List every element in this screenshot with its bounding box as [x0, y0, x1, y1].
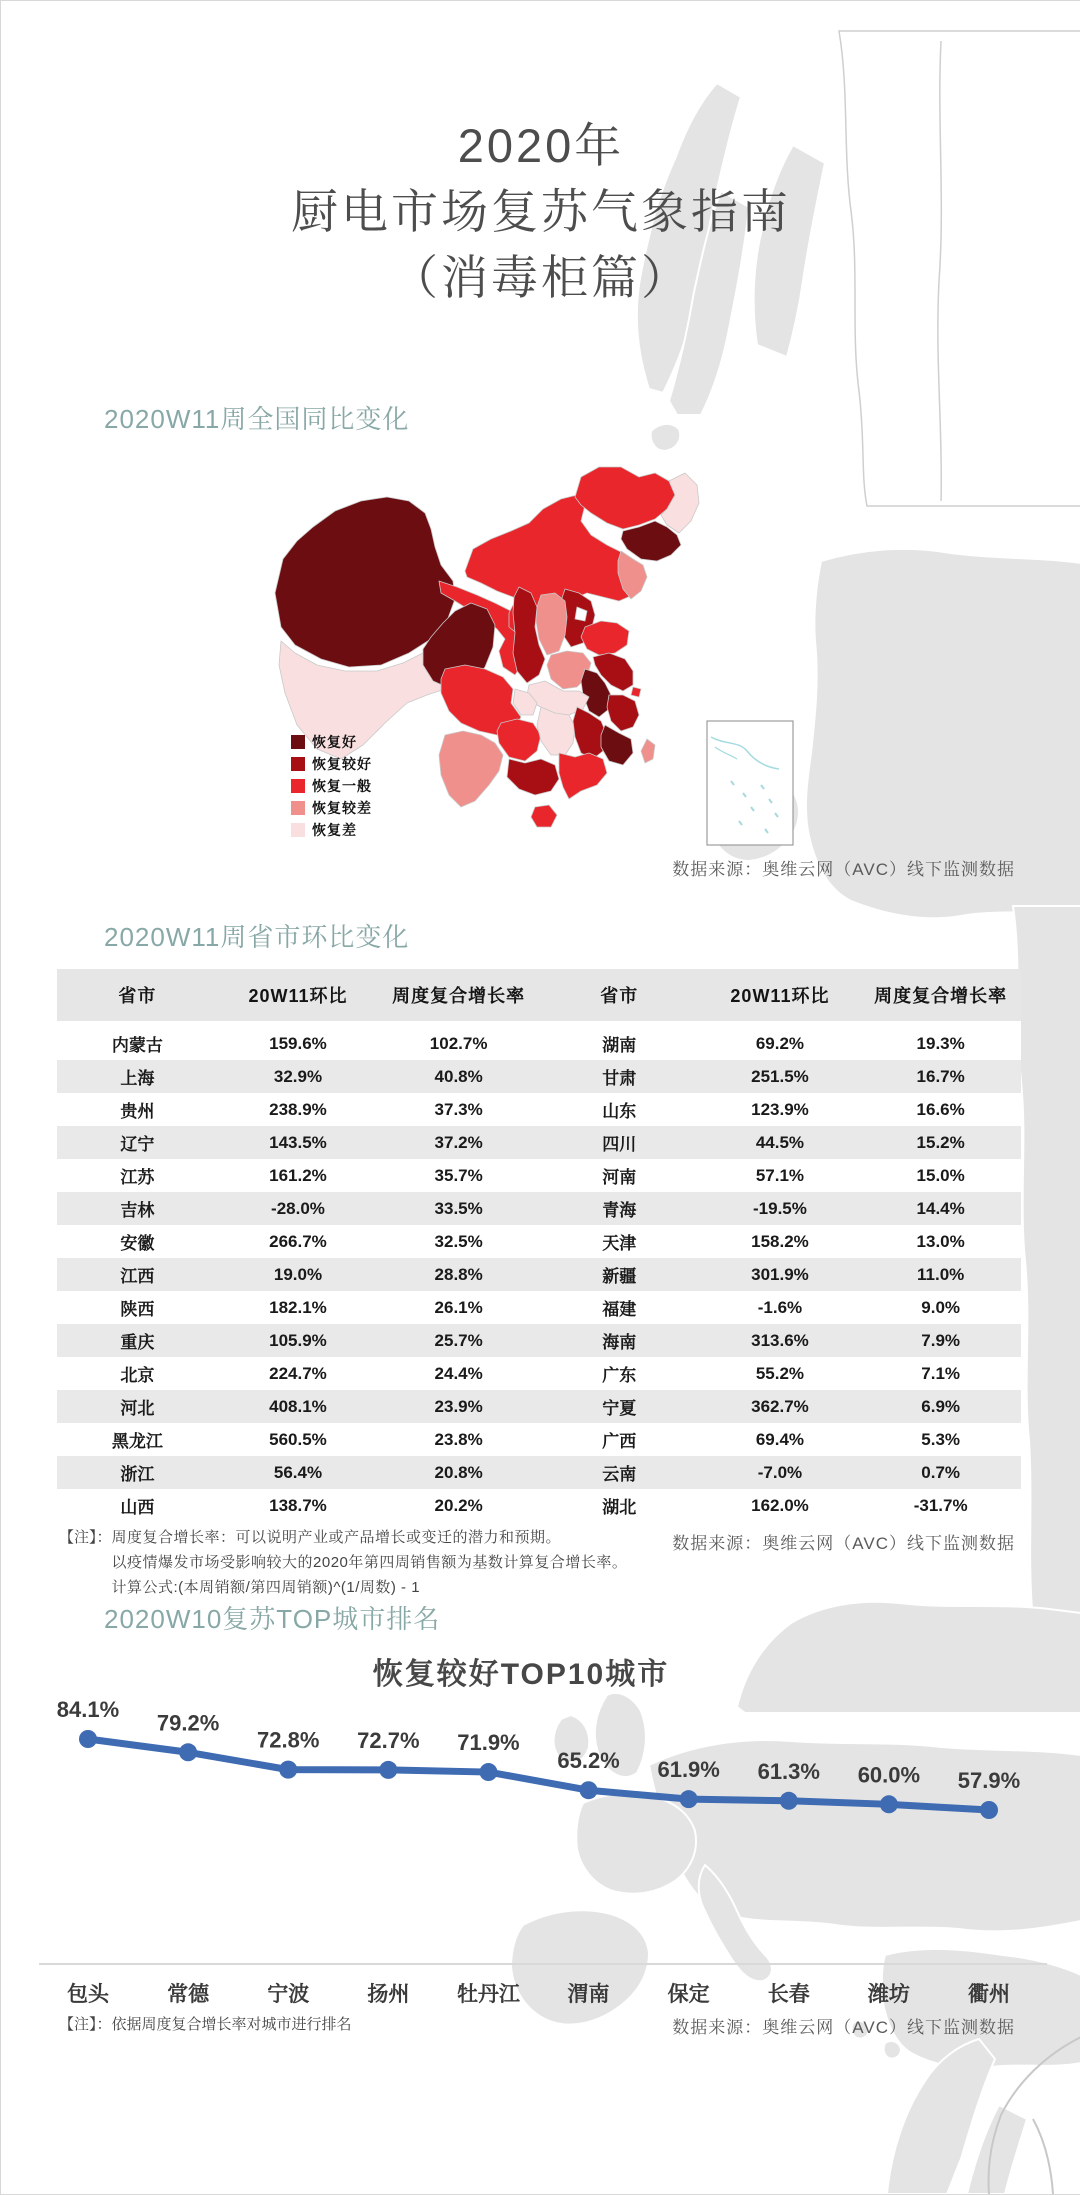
table-cell: 辽宁: [57, 1126, 218, 1159]
table-cell: 69.4%: [700, 1423, 861, 1456]
table-cell: 123.9%: [700, 1093, 861, 1126]
legend-swatch: [291, 735, 305, 749]
city-label: 包头: [67, 1982, 110, 2006]
province-yunnan: [439, 731, 503, 807]
table-cell: 40.8%: [378, 1060, 539, 1093]
table-cell: 23.9%: [378, 1390, 539, 1423]
table-row: [57, 1192, 1021, 1225]
table-row: [57, 1060, 1021, 1093]
watermark-sweden-south: [967, 2105, 1027, 2194]
table-cell: 广东: [539, 1357, 700, 1390]
table-cell: 55.2%: [700, 1357, 861, 1390]
note-text: 依据周度复合增长率对城市进行排名: [112, 2013, 352, 2034]
data-source-table: 数据来源：奥维云网（AVC）线下监测数据: [672, 1529, 1015, 1554]
city-label: 长春: [768, 1982, 810, 2006]
province-hainan: [531, 805, 557, 827]
data-source-map: 数据来源：奥维云网（AVC）线下监测数据: [672, 855, 1015, 880]
table-row: [57, 1126, 1021, 1159]
table-cell: 安徽: [57, 1225, 218, 1258]
legend-label: 恢复较差: [312, 798, 372, 818]
table-cell: 25.7%: [378, 1324, 539, 1357]
note-label: 【注】：: [59, 2013, 112, 2034]
table-cell: 24.4%: [378, 1357, 539, 1390]
table-cell: 山西: [57, 1489, 218, 1522]
watermark-island: [884, 2041, 901, 2059]
table-cell: 37.2%: [378, 1126, 539, 1159]
table-cell: 海南: [539, 1324, 700, 1357]
table-row: [57, 1258, 1021, 1291]
table-cell: 16.6%: [860, 1093, 1021, 1126]
table-cell: 福建: [539, 1291, 700, 1324]
table-header-row: [57, 969, 1021, 1021]
city-label: 常德: [167, 1982, 210, 2006]
table-cell: 7.1%: [860, 1357, 1021, 1390]
table-cell: 贵州: [57, 1093, 218, 1126]
table-cell: 57.1%: [700, 1159, 861, 1192]
table-row: [57, 1027, 1021, 1060]
table-row: [57, 1489, 1021, 1522]
table-cell: 11.0%: [860, 1258, 1021, 1291]
table-cell: 陕西: [57, 1291, 218, 1324]
city-label: 潍坊: [867, 1983, 910, 2006]
table-row: [57, 1456, 1021, 1489]
province-taiwan: [641, 739, 655, 763]
table-row: [57, 1291, 1021, 1324]
title-line-3: （消毒柜篇）: [1, 245, 1080, 311]
table-cell: 32.9%: [218, 1060, 379, 1093]
table-cell: 湖北: [539, 1489, 700, 1522]
province-shandong: [581, 621, 629, 655]
province-table: [57, 969, 1021, 1522]
table-cell: 19.3%: [860, 1027, 1021, 1060]
legend-item: [291, 797, 372, 818]
table-cell: 32.5%: [378, 1225, 539, 1258]
table-cell: -31.7%: [860, 1489, 1021, 1522]
table-cell: 河南: [539, 1159, 700, 1192]
legend-swatch: [291, 757, 305, 771]
table-row: [57, 1093, 1021, 1126]
table-row: [57, 1324, 1021, 1357]
legend-label: 恢复较好: [312, 754, 372, 774]
table-cell: 35.7%: [378, 1159, 539, 1192]
table-cell: 广西: [539, 1423, 700, 1456]
city-label: 宁波: [267, 1982, 309, 2006]
table-row: [57, 1390, 1021, 1423]
note-line: 计算公式:(本周销额/第四周销额)^(1/周数) - 1: [112, 1575, 628, 1600]
table-cell: 143.5%: [218, 1126, 379, 1159]
table-cell: 上海: [57, 1060, 218, 1093]
column-header: 20W11环比: [218, 969, 379, 1021]
note-line: 以疫情爆发市场受影响较大的2020年第四周销售额为基数计算复合增长率。: [112, 1550, 628, 1575]
table-cell: 湖南: [539, 1027, 700, 1060]
data-label: 72.7%: [357, 1728, 419, 1753]
province-shanghai: [631, 687, 641, 697]
table-cell: 224.7%: [218, 1357, 379, 1390]
data-label: 65.2%: [557, 1748, 619, 1773]
table-cell: 天津: [539, 1225, 700, 1258]
table-cell: 0.7%: [860, 1456, 1021, 1489]
table-cell: 19.0%: [218, 1258, 379, 1291]
section-header-ranking: 2020W10复苏TOP城市排名: [104, 1599, 440, 1636]
city-label: 衢州: [968, 1983, 1010, 2006]
table-cell: 新疆: [539, 1258, 700, 1291]
table-cell: -28.0%: [218, 1192, 379, 1225]
table-cell: 6.9%: [860, 1390, 1021, 1423]
table-cell: 313.6%: [700, 1324, 861, 1357]
table-cell: 26.1%: [378, 1291, 539, 1324]
table-cell: 159.6%: [218, 1027, 379, 1060]
data-label: 57.9%: [958, 1768, 1020, 1793]
table-cell: 吉林: [57, 1192, 218, 1225]
map-legend: [291, 731, 372, 841]
table-cell: 江西: [57, 1258, 218, 1291]
table-cell: -1.6%: [700, 1291, 861, 1324]
table-cell: 山东: [539, 1093, 700, 1126]
data-label: 60.0%: [858, 1762, 920, 1787]
legend-item: [291, 731, 372, 752]
province-zhejiang: [607, 695, 639, 731]
page-title: [1, 113, 1080, 311]
data-source-ranking: 数据来源：奥维云网（AVC）线下监测数据: [672, 2013, 1015, 2038]
column-header: 周度复合增长率: [860, 969, 1021, 1021]
table-cell: 14.4%: [860, 1192, 1021, 1225]
watermark-france: [576, 1794, 696, 1894]
ranking-note: [59, 2013, 352, 2034]
province-table-wrapper: [57, 969, 1021, 1522]
table-cell: 266.7%: [218, 1225, 379, 1258]
city-label: 渭南: [568, 1982, 610, 2006]
table-cell: 44.5%: [700, 1126, 861, 1159]
data-label: 72.8%: [257, 1728, 319, 1753]
table-cell: 560.5%: [218, 1423, 379, 1456]
table-cell: 251.5%: [700, 1060, 861, 1093]
legend-item: [291, 753, 372, 774]
column-header: 周度复合增长率: [378, 969, 539, 1021]
note-line: 周度复合增长率：可以说明产业或产品增长或变迁的潜力和预期。: [112, 1525, 628, 1550]
table-notes: [59, 1525, 627, 1600]
legend-item: [291, 775, 372, 796]
legend-item: [291, 819, 372, 840]
data-label: 61.3%: [758, 1759, 820, 1784]
title-line-2: 厨电市场复苏气象指南: [1, 179, 1080, 245]
province-guizhou: [497, 719, 541, 761]
table-cell: 138.7%: [218, 1489, 379, 1522]
table-cell: 69.2%: [700, 1027, 861, 1060]
column-header: 省市: [57, 969, 218, 1021]
watermark-britain: [595, 1693, 646, 1777]
legend-label: 恢复差: [312, 820, 357, 840]
table-cell: 182.1%: [218, 1291, 379, 1324]
legend-swatch: [291, 779, 305, 793]
table-cell: 甘肃: [539, 1060, 700, 1093]
data-label: 71.9%: [457, 1730, 519, 1755]
data-label: 61.9%: [657, 1757, 719, 1782]
table-cell: 5.3%: [860, 1423, 1021, 1456]
table-cell: 408.1%: [218, 1390, 379, 1423]
table-cell: 黑龙江: [57, 1423, 218, 1456]
table-cell: 37.3%: [378, 1093, 539, 1126]
table-cell: 20.2%: [378, 1489, 539, 1522]
city-label: 扬州: [367, 1982, 409, 2006]
legend-label: 恢复一般: [312, 776, 372, 796]
table-cell: 9.0%: [860, 1291, 1021, 1324]
table-cell: 四川: [539, 1126, 700, 1159]
table-cell: 105.9%: [218, 1324, 379, 1357]
table-cell: 宁夏: [539, 1390, 700, 1423]
watermark-iberia: [511, 1910, 649, 2024]
table-cell: 重庆: [57, 1324, 218, 1357]
province-guangdong: [559, 753, 607, 799]
table-cell: 33.5%: [378, 1192, 539, 1225]
table-cell: 云南: [539, 1456, 700, 1489]
table-cell: 16.7%: [860, 1060, 1021, 1093]
province-fujian: [601, 725, 633, 765]
table-row: [57, 1357, 1021, 1390]
table-cell: 301.9%: [700, 1258, 861, 1291]
legend-swatch: [291, 801, 305, 815]
title-line-1: 2020年: [1, 113, 1080, 179]
table-cell: -19.5%: [700, 1192, 861, 1225]
table-cell: 238.9%: [218, 1093, 379, 1126]
table-cell: 20.8%: [378, 1456, 539, 1489]
table-cell: 青海: [539, 1192, 700, 1225]
line-chart-title: 恢复较好TOP10城市: [1, 1649, 1041, 1693]
table-row: [57, 1225, 1021, 1258]
province-shanxi: [536, 593, 567, 655]
note-label: 【注】：: [59, 1525, 112, 1600]
table-row: [57, 1423, 1021, 1456]
south-china-sea-inset: [707, 721, 793, 845]
table-cell: 28.8%: [378, 1258, 539, 1291]
table-cell: 15.2%: [860, 1126, 1021, 1159]
table-cell: 7.9%: [860, 1324, 1021, 1357]
table-cell: 内蒙古: [57, 1027, 218, 1060]
table-cell: 23.8%: [378, 1423, 539, 1456]
table-cell: 158.2%: [700, 1225, 861, 1258]
table-cell: 56.4%: [218, 1456, 379, 1489]
table-cell: 362.7%: [700, 1390, 861, 1423]
data-label: 84.1%: [57, 1701, 119, 1722]
watermark-ireland: [554, 1715, 590, 1763]
section-header-province-table: 2020W11周省市环比变化: [104, 917, 409, 954]
province-guangxi: [507, 759, 559, 795]
table-cell: 河北: [57, 1390, 218, 1423]
data-label: 79.2%: [157, 1710, 219, 1735]
section-header-national-map: 2020W11周全国同比变化: [104, 399, 409, 436]
table-cell: 江苏: [57, 1159, 218, 1192]
table-cell: 13.0%: [860, 1225, 1021, 1258]
column-header: 省市: [539, 969, 700, 1021]
table-cell: 161.2%: [218, 1159, 379, 1192]
table-cell: 102.7%: [378, 1027, 539, 1060]
table-cell: 浙江: [57, 1456, 218, 1489]
column-header: 20W11环比: [700, 969, 861, 1021]
watermark-coastline: [1033, 2119, 1053, 2194]
table-cell: 15.0%: [860, 1159, 1021, 1192]
legend-swatch: [291, 823, 305, 837]
province-heilongjiang: [575, 467, 675, 529]
watermark-right-strip: [1013, 906, 1080, 1621]
legend-label: 恢复好: [312, 732, 357, 752]
table-cell: 162.0%: [700, 1489, 861, 1522]
table-cell: 北京: [57, 1357, 218, 1390]
city-label: 牡丹江: [457, 1983, 520, 2006]
table-cell: -7.0%: [700, 1456, 861, 1489]
city-label: 保定: [668, 1983, 710, 2006]
table-row: [57, 1159, 1021, 1192]
